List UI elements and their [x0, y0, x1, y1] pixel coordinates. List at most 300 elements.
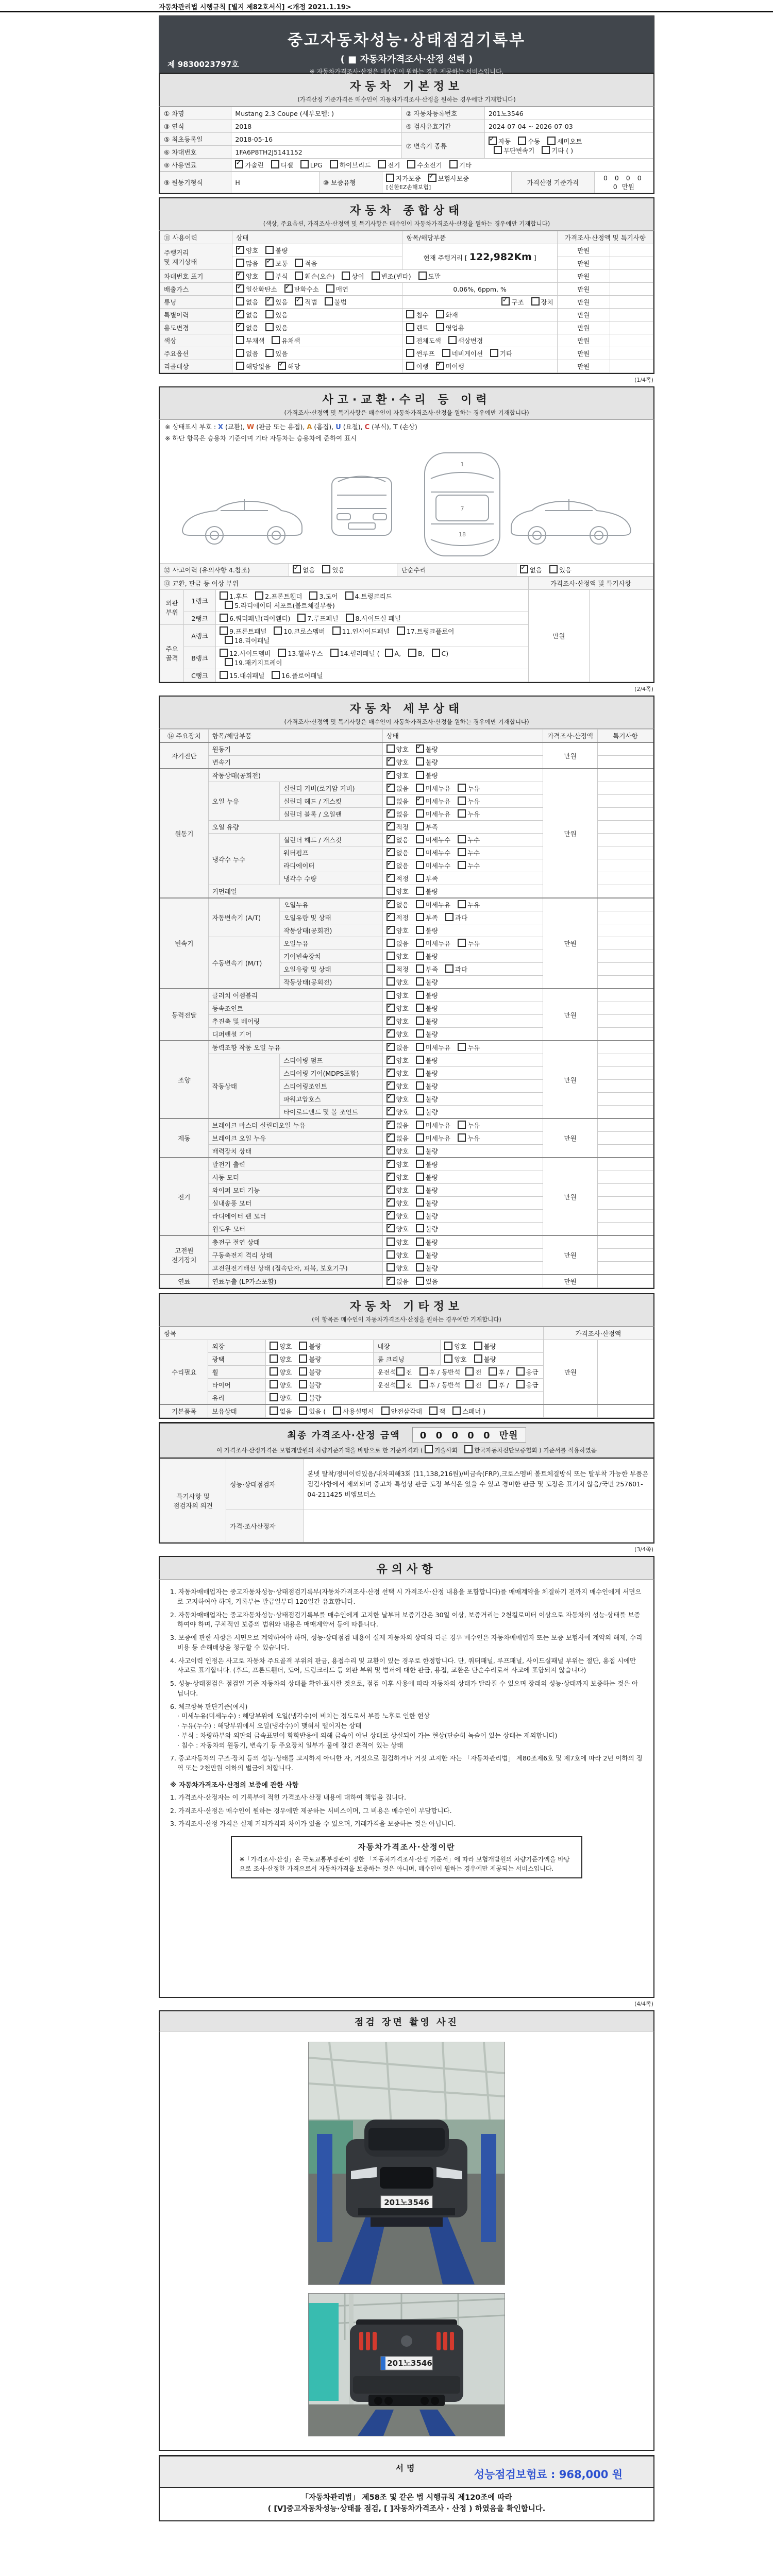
checkbox-icon [330, 649, 339, 657]
detail-item: 라디에이터 팬 모터 [208, 1210, 382, 1223]
checkbox-checked-icon [489, 137, 497, 145]
footer-confirmation [159, 2488, 654, 2521]
detail-state: ✓ 없음 미세누유 누유 [382, 782, 543, 795]
table-row [160, 1340, 653, 1353]
checkbox-icon [236, 336, 244, 344]
col-state: 상태 [232, 231, 402, 244]
footer-line-2: ( [V]중고자동차성능·상태를 점검, [ ]자동차가격조사 · 산정 ) 하였음을 확인합니다. [267, 2505, 546, 2514]
appraiser-text [304, 1510, 653, 1543]
detail-item: 실린더 블록 / 오일팬 [280, 808, 383, 821]
table-row [160, 172, 653, 193]
checkbox-icon [448, 336, 457, 344]
checkbox-icon [449, 160, 458, 168]
detail-state: ✓ 양호 불량 [382, 1184, 543, 1197]
checkbox-icon [549, 565, 558, 573]
etc-col-price: 가격조사·산정액 [543, 1327, 653, 1340]
price-cell: 만원 [557, 257, 610, 270]
device-group: 연료 [160, 1275, 209, 1288]
device-group: 자기진단 [160, 742, 209, 769]
remark-cell [610, 309, 653, 321]
section-basic-header [159, 73, 654, 107]
options-state: 없음 있음 [232, 347, 402, 360]
warranty-item: 3. 가격조사·산정 가격은 실제 거래가격과 차이가 있을 수 있으며, 거래가격을 보증하는 것은 아닙니다. [170, 1820, 456, 1828]
detail-remark [598, 1015, 653, 1028]
detail-item: 파워고압호스 [280, 1093, 383, 1106]
detail-remark [598, 950, 653, 963]
photo-front-svg [309, 2042, 505, 2284]
table-row [160, 296, 653, 309]
checkbox-checked-icon [386, 1198, 395, 1207]
checkbox-checked-icon [386, 1173, 395, 1181]
first-reg-value: 2018-05-16 [231, 133, 402, 146]
detail-item: 타이로드엔드 및 볼 조인트 [280, 1106, 383, 1119]
checkbox-icon [299, 1406, 307, 1415]
price-cell: 만원 [557, 347, 610, 360]
detail-item: 작동상태(공회전) [280, 976, 383, 989]
checkbox-icon [386, 1238, 395, 1246]
checkbox-icon [236, 362, 244, 370]
checkbox-icon [220, 626, 228, 635]
checkbox-icon [458, 1043, 466, 1051]
exterior-label: 외장 [208, 1340, 266, 1353]
detail-item: 구동축전지 격리 상태 [208, 1249, 382, 1262]
checkbox-icon [225, 658, 233, 666]
symbols-prefix: ※ 상태표시 부호 : [165, 423, 219, 431]
checkbox-icon [270, 1367, 278, 1376]
checkbox-checked-icon [386, 809, 395, 818]
checkbox-checked-icon [386, 874, 395, 882]
special-history-label: 특별이력 [160, 309, 232, 321]
checkbox-icon [458, 1133, 466, 1142]
footer-line-1: 「자동차관리법」 제58조 및 같은 법 시행규칙 제120조에 따라 [301, 2494, 512, 2502]
front-plate-text: 201노3546 [384, 2198, 429, 2207]
section-photos-title: 점검 장면 촬영 사진 [355, 2017, 459, 2028]
detail-state: ✓ 없음 미세누유 누유 [382, 898, 543, 911]
panel-price-cell: 만원 [528, 590, 589, 682]
detail-subgroup: 냉각수 누수 [208, 834, 279, 885]
symbol-desc: (손상) [397, 423, 417, 431]
section-notices-title: 유의사항 [376, 1563, 437, 1576]
car-diagrams [160, 445, 653, 563]
checkbox-icon [408, 649, 416, 657]
checkbox-icon [265, 246, 274, 254]
checkbox-icon [518, 137, 526, 145]
document-number: 제 9830023797호 [167, 60, 239, 69]
price-cell: 만원 [557, 296, 610, 309]
detail-row [160, 1041, 653, 1054]
final-price-bar [159, 1422, 654, 1459]
checkbox-icon [416, 784, 424, 792]
detail-state: ✓ 적정 부족 [382, 821, 543, 834]
checkbox-checked-icon [386, 822, 395, 831]
detail-subgroup: 수동변속기 (M/T) [208, 937, 279, 989]
opinions-table [160, 1459, 653, 1543]
section-overall-note: (색상, 주요옵션, 가격조사·산정액 및 특기사항은 매수인이 자동차가격조사·산정을 원하는 경우에만 기재합니다) [263, 220, 550, 227]
rankC-label: C랭크 [184, 669, 216, 682]
detail-remark [598, 1249, 653, 1262]
symbol-desc: (부식), [369, 423, 393, 431]
car-name-value: Mustang 2.3 Coupe (세부모델: ) [231, 107, 402, 120]
detail-state: ✓ 양호 불량 [382, 1054, 543, 1067]
detail-remark [598, 937, 653, 950]
table-row [160, 283, 653, 296]
checkbox-icon [407, 160, 415, 168]
detail-state: 양호 불량 [382, 1235, 543, 1249]
car-side-right-icon [511, 499, 631, 544]
checkbox-icon [386, 174, 394, 182]
checkbox-icon [386, 1263, 395, 1272]
checkbox-icon [386, 887, 395, 895]
checkbox-checked-icon [386, 1224, 395, 1232]
usage-change-label: 용도변경 [160, 321, 232, 334]
document-subtitle: ( ■ 자동차가격조사·산정 선택 ) [340, 54, 473, 65]
checkbox-checked-icon [386, 926, 395, 934]
symbol-letter: W [246, 423, 255, 431]
detail-item: 와이퍼 모터 기능 [208, 1184, 382, 1197]
detail-price: 만원 [543, 1118, 598, 1158]
checkbox-icon [416, 1146, 424, 1155]
detail-remark [598, 834, 653, 846]
checkbox-icon [416, 939, 424, 947]
section-notices-header [159, 1556, 654, 1580]
table-row [160, 133, 653, 146]
checkbox-checked-icon [386, 771, 395, 779]
detail-item: 실내송풍 모터 [208, 1197, 382, 1210]
detail-price: 만원 [543, 1041, 598, 1118]
base-price-value [594, 172, 653, 193]
detail-state: ✓ 양호 불량 [382, 1106, 543, 1119]
detail-remark [598, 885, 653, 899]
detail-remark [598, 756, 653, 769]
checkbox-checked-icon [386, 1277, 395, 1285]
checkbox-icon [458, 835, 466, 843]
warranty-items [163, 1793, 650, 1829]
detail-item: 원동기 [208, 742, 382, 756]
checkbox-icon [386, 1250, 395, 1259]
etc-table [160, 1327, 653, 1418]
checkbox-icon [378, 160, 386, 168]
detail-remark [598, 1145, 653, 1158]
notice-item: 6. 체크항목 판단기준(예시) · 미세누유(미세누수) : 해당부위에 오일(냉각수)이 비치는 정도로서 부품 노후로 인한 현상 · 누유(누수) : 해당부위에서 오일(냉각수)이 맺혀서 떨어지는 상태 · 부식 : 차량하부와 외판의 금속표면이 화학반응에 의해 금속이 아닌 상태로 상실되어 가는 현상(단순히 녹슬어 있는 상태는 제외합니다) · 침수 : 자동차의 원동기, 변속기 등 주요장치 일부가 물에 잠긴 흔적이 있는 상태 [170, 1702, 558, 1749]
detail-remark [598, 742, 653, 756]
section-etc-header [159, 1293, 654, 1327]
checkbox-icon [416, 1198, 424, 1207]
checkbox-icon [406, 362, 414, 370]
etc-remark-cell [598, 1340, 653, 1405]
vin-value: 1FA6P8TH2J5141152 [231, 146, 402, 159]
detail-item: 스티어링 펌프 [280, 1054, 383, 1067]
checkbox-icon [299, 1354, 307, 1363]
photo-rear-svg [309, 2294, 505, 2436]
checkbox-icon [436, 310, 444, 318]
document-note: ※ 자동차가격조사·산정은 매수인이 원하는 경우 제공하는 서비스입니다. [309, 68, 504, 75]
remark-cell [610, 283, 653, 296]
options-item: 썬루프 네비게이션 기타 [402, 347, 557, 360]
tuning-item: ✓ 구조 장치 [402, 296, 557, 309]
checkbox-icon [458, 1121, 466, 1129]
detail-remark [598, 1158, 653, 1171]
checkbox-icon [547, 137, 556, 145]
checkbox-icon [299, 1380, 307, 1388]
detail-item: 배력장치 상태 [208, 1145, 382, 1158]
detail-item: 오일유량 및 상태 [280, 963, 383, 976]
detail-item: 기어변속장치 [280, 950, 383, 963]
detail-item: 워터펌프 [280, 846, 383, 859]
warranty-item: 1. 가격조사·산정자는 이 기록부에 적힌 가격조사·산정 내용에 대하여 책임을 집니다. [170, 1793, 407, 1801]
detail-remark [598, 795, 653, 808]
checkbox-icon [278, 649, 286, 657]
checkbox-icon [236, 297, 244, 306]
checkbox-icon [418, 272, 427, 280]
detail-state: ✓ 양호 불량 [382, 1002, 543, 1015]
diagram-number-1: 1 [460, 461, 464, 468]
checkbox-checked-icon [386, 848, 395, 856]
detail-state: ✓ 양호 불량 [382, 1015, 543, 1028]
detail-remark [598, 1223, 653, 1236]
car-diagram-svg [167, 448, 646, 560]
etc-col-item: 항목 [160, 1327, 544, 1340]
recall-label: 리콜대상 [160, 360, 232, 373]
detail-state: ✓ 양호 불량 [382, 1158, 543, 1171]
col-detail-remark: 특기사항 [598, 730, 653, 743]
detail-item: 연료누출 (LP가스포함) [208, 1275, 382, 1288]
detail-state: 양호 불량 [382, 885, 543, 899]
checkbox-checked-icon [386, 1146, 395, 1155]
rankC-items: 15.대쉬패널 16.플로어패널 [216, 669, 529, 682]
detail-item: 냉각수 수량 [280, 872, 383, 885]
detail-state: ✓ 양호 불량 [382, 1223, 543, 1236]
remark-cell [610, 347, 653, 360]
checkbox-icon [325, 297, 333, 306]
checkbox-icon [489, 1367, 497, 1376]
checkbox-icon [332, 626, 341, 635]
recall-state: 해당없음 ✓해당 [232, 360, 402, 373]
year-value: 2018 [231, 120, 402, 133]
notice-item: 2. 자동차매매업자는 중고자동차성능·상태점검기록부를 매수인에게 고지한 날부터 보증기간은 30일 이상, 보증거리는 2천킬로미터 이상으로 자동차의 성능·상태를 보증하여야 하며, 구체적인 보증의 범위와 내용은 매매계약서 등에 따릅니다. [170, 1611, 641, 1629]
price-cell: 만원 [557, 244, 610, 257]
detail-item: 작동상태(공회전) [208, 769, 382, 782]
detail-state: ✓ 양호 불량 [382, 1067, 543, 1080]
checkbox-checked-icon [386, 913, 395, 921]
detail-remark [598, 1002, 653, 1015]
detail-row [160, 1235, 653, 1249]
checkbox-checked-icon [293, 565, 301, 573]
accident-history-table [160, 563, 653, 577]
checkbox-icon [445, 913, 453, 921]
detail-remark [598, 782, 653, 795]
etc-frame [159, 1327, 654, 1419]
checkbox-icon [295, 259, 303, 267]
opinions-frame [159, 1459, 654, 1544]
detail-state: ✓ 없음 미세누수 누수 [382, 859, 543, 872]
checkbox-checked-icon [386, 1160, 395, 1168]
panel-price-header: 가격조사·산정액 및 특기사항 [528, 577, 653, 590]
checkbox-icon [346, 614, 354, 622]
notice-items [163, 1587, 650, 1773]
checkbox-icon [516, 1380, 525, 1388]
checkbox-icon [416, 861, 424, 869]
detail-state: 양호 ✓불량 [382, 742, 543, 756]
checkbox-icon [416, 1016, 424, 1025]
detail-item: 윈도우 모터 [208, 1223, 382, 1236]
checkbox-checked-icon [386, 1004, 395, 1012]
basic-info-table [159, 107, 654, 194]
table-row [160, 120, 653, 133]
detail-remark [598, 769, 653, 782]
col-price: 가격조사·산정액 및 특기사항 [557, 231, 653, 244]
device-group: 고전원 전기장치 [160, 1235, 209, 1275]
symbol-desc: (흠집), [312, 423, 336, 431]
usage-change-item: 렌트 영업용 [402, 321, 557, 334]
checkbox-icon [255, 591, 263, 600]
checkbox-checked-icon [236, 246, 244, 254]
odometer-cell [402, 244, 557, 270]
tire-detail: 운전석 전 후 / 동반석 전 후 / 응급 [374, 1379, 543, 1392]
checkbox-icon [406, 349, 414, 357]
basic-items-remark [598, 1404, 653, 1418]
detail-item: 작동상태(공회전) [280, 924, 383, 937]
detail-remark [598, 859, 653, 872]
table-row [160, 270, 653, 283]
section-overall-title: 자동차 종합상태 [349, 205, 464, 217]
remark-cell [610, 334, 653, 347]
special-history-state: ✓ 없음 있음 [232, 309, 402, 321]
detail-price: 만원 [543, 898, 598, 989]
checkbox-icon [416, 926, 424, 934]
final-price-value: 0 0 0 0 0 [419, 1430, 493, 1441]
checkbox-icon [386, 796, 395, 805]
reg-no-label: ② 자동차등록번호 [402, 107, 485, 120]
detail-row [160, 742, 653, 756]
fuel-label: ⑧ 사용연료 [160, 159, 231, 172]
checkbox-icon [416, 964, 424, 973]
accident-frame [159, 420, 654, 683]
tuning-label: 튜닝 [160, 296, 232, 309]
checkbox-icon [345, 591, 354, 600]
state-symbols-legend [160, 420, 653, 433]
color-item: 전체도색 색상변경 [402, 334, 557, 347]
detail-remark [598, 924, 653, 937]
checkbox-icon [465, 1380, 474, 1388]
detail-item: 발전기 출력 [208, 1158, 382, 1171]
checkbox-icon [416, 1224, 424, 1232]
detail-state: ✓ 양호 불량 [382, 1197, 543, 1210]
accident-history-label: ⑫ 사고이력 (유의사항 4.참조) [160, 564, 289, 577]
detail-state: ✓ 양호 불량 [382, 756, 543, 769]
exterior-state: 양호 불량 [266, 1340, 374, 1353]
checkbox-icon [416, 1173, 424, 1181]
checkbox-icon [295, 272, 303, 280]
checkbox-icon [270, 1354, 278, 1363]
checkbox-icon [386, 977, 395, 986]
page-marker-3: (3/4쪽) [634, 1546, 653, 1553]
rank1-items: 1.후드 2.프론트휀더 3.도어 4.트렁크리드 5.라디에이터 서포트(볼트체결부품) [216, 590, 529, 612]
section-etc-note: (이 항목은 매수인이 자동차가격조사·산정을 원하는 경우에만 기재합니다) [312, 1316, 501, 1323]
detail-state: 양호 불량 [382, 976, 543, 989]
col-use-history: ⑪ 사용이력 [160, 231, 232, 244]
detail-subgroup: 자동변속기 (A/T) [208, 898, 279, 937]
symbol-letter: C [364, 423, 370, 431]
page-marker-2: (2/4쪽) [634, 686, 653, 692]
detail-state: ✓ 없음 미세누유 누유 [382, 1132, 543, 1145]
table-row [160, 564, 653, 577]
rankA-label: A랭크 [184, 625, 216, 647]
detail-row [160, 989, 653, 1002]
recall-item: 이행 ✓미이행 [402, 360, 557, 373]
checkbox-icon [474, 1342, 482, 1350]
panel-header: ⑬ 교환, 판금 등 이상 부위 [160, 577, 529, 590]
wheel-detail: 운전석 전 후 / 동반석 전 후 / 응급 [374, 1366, 543, 1379]
warranty-insurer: [신한EZ손해보험] [386, 184, 431, 191]
section-photos-header [159, 2010, 654, 2031]
checkbox-icon [386, 952, 395, 960]
device-group: 조향 [160, 1041, 209, 1118]
checkbox-icon [416, 1107, 424, 1115]
detail-item: 오일누유 [280, 898, 383, 911]
table-row [160, 1510, 653, 1543]
checkbox-icon [458, 809, 466, 818]
detail-row [160, 1158, 653, 1171]
symbol-letter: X [218, 423, 224, 431]
checkbox-icon [272, 671, 280, 679]
checkbox-icon [442, 349, 450, 357]
emission-state: ✓ 일산화탄소 ✓탄화수소 매연 [232, 283, 402, 296]
checkbox-icon [416, 887, 424, 895]
detail-state: ✓ 양호 불량 [382, 1145, 543, 1158]
basic-items-state: 없음 있음 ( 사용설명서 안전삼각대 잭 스패너 ) [266, 1404, 543, 1418]
tire-state: 양호 불량 [266, 1379, 374, 1392]
checkbox-icon [416, 913, 424, 921]
checkbox-icon [464, 1445, 473, 1453]
detail-item: 추진축 및 베어링 [208, 1015, 382, 1028]
detail-price: 만원 [543, 742, 598, 769]
detail-item: 실린더 헤드 / 개스킷 [280, 834, 383, 846]
reg-no-value: 201노3546 [484, 107, 653, 120]
device-group: 동력전달 [160, 989, 209, 1041]
checkbox-icon [265, 323, 274, 331]
device-group: 변속기 [160, 898, 209, 989]
basic-table-b [160, 172, 653, 193]
checkbox-checked-icon [428, 174, 436, 182]
section-accident-title: 사고·교환·수리 등 이력 [322, 394, 491, 406]
detail-state: ✓ 양호 불량 [382, 769, 543, 782]
checkbox-icon [416, 757, 424, 766]
table-row [160, 244, 653, 257]
detail-remark [598, 808, 653, 821]
special-history-item: 침수 화재 [402, 309, 557, 321]
panel-table [160, 577, 653, 682]
detail-item: 변속기 [208, 756, 382, 769]
detail-remark [598, 1067, 653, 1080]
mileage-state1: ✓양호 불량 [232, 244, 402, 257]
detail-item: 시동 모터 [208, 1171, 382, 1184]
symbol-letter: A [307, 423, 312, 431]
checkbox-checked-icon [386, 1043, 395, 1051]
checkbox-icon [516, 1367, 525, 1376]
checkbox-icon [270, 1406, 278, 1415]
detail-remark [598, 1197, 653, 1210]
col-device: ⑭ 주요장치 [160, 730, 209, 743]
checkbox-icon [406, 310, 414, 318]
overall-table-frame [159, 231, 654, 374]
table-row [160, 360, 653, 373]
basic-items-sub: 보유상태 [208, 1404, 266, 1418]
detail-state: 양호 불량 [382, 950, 543, 963]
checkbox-checked-icon [236, 323, 244, 331]
checkbox-icon [300, 160, 309, 168]
checkbox-checked-icon [386, 1133, 395, 1142]
detail-subgroup: 작동상태 [208, 1054, 279, 1119]
